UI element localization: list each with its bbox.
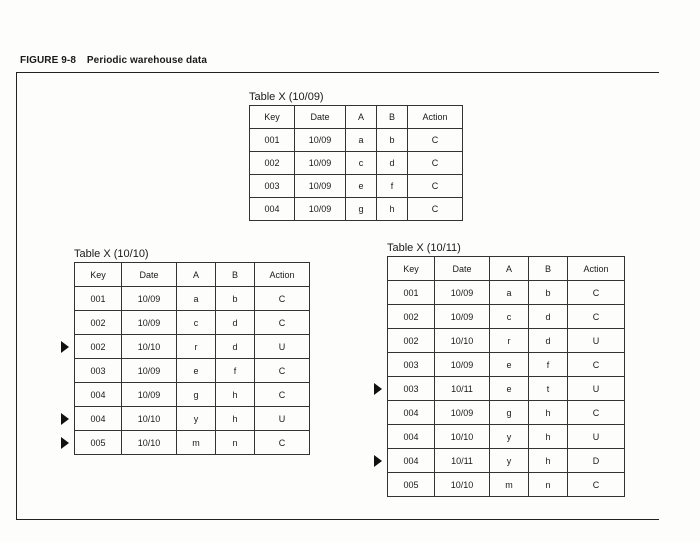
header-row xyxy=(250,106,463,129)
table-row xyxy=(388,473,625,497)
cell-key: 001 xyxy=(250,129,295,152)
cell-b: f xyxy=(529,353,568,377)
table-x-1009 xyxy=(249,91,463,221)
cell-date: 10/09 xyxy=(122,383,177,407)
cell-date: 10/09 xyxy=(122,359,177,383)
cell-date: 10/10 xyxy=(435,425,490,449)
cell-b: f xyxy=(216,359,255,383)
column-header-date: Date xyxy=(435,257,490,281)
cell-action: U xyxy=(568,329,625,353)
cell-key: 004 xyxy=(75,383,122,407)
cell-b: h xyxy=(529,449,568,473)
cell-a: g xyxy=(490,401,529,425)
column-header-key: Key xyxy=(250,106,295,129)
cell-key: 005 xyxy=(388,473,435,497)
cell-b: b xyxy=(377,129,408,152)
cell-key: 004 xyxy=(388,449,435,473)
cell-date: 10/09 xyxy=(295,152,346,175)
table-x-1010 xyxy=(74,248,310,455)
header-row xyxy=(75,263,310,287)
cell-date: 10/09 xyxy=(435,281,490,305)
cell-b: h xyxy=(216,383,255,407)
cell-b: t xyxy=(529,377,568,401)
cell-date: 10/11 xyxy=(435,377,490,401)
cell-date: 10/09 xyxy=(295,129,346,152)
cell-b: b xyxy=(529,281,568,305)
cell-key: 002 xyxy=(250,152,295,175)
cell-b: d xyxy=(216,335,255,359)
row-marker-arrow-icon xyxy=(61,437,69,449)
cell-b: h xyxy=(529,425,568,449)
cell-a: y xyxy=(490,449,529,473)
cell-a: y xyxy=(177,407,216,431)
cell-date: 10/09 xyxy=(435,401,490,425)
cell-key: 003 xyxy=(388,353,435,377)
table-row xyxy=(388,425,625,449)
cell-b: d xyxy=(529,305,568,329)
table-row xyxy=(75,407,310,431)
cell-action: C xyxy=(568,305,625,329)
table-row xyxy=(75,287,310,311)
cell-date: 10/09 xyxy=(295,198,346,221)
cell-date: 10/10 xyxy=(122,431,177,455)
table-title: Table X (10/11) xyxy=(387,242,461,254)
data-table xyxy=(249,105,463,221)
cell-a: m xyxy=(490,473,529,497)
table-row xyxy=(75,311,310,335)
cell-date: 10/10 xyxy=(122,407,177,431)
cell-action: C xyxy=(255,287,310,311)
cell-b: h xyxy=(377,198,408,221)
column-header-a: A xyxy=(177,263,216,287)
cell-key: 002 xyxy=(388,305,435,329)
cell-action: C xyxy=(568,401,625,425)
cell-date: 10/09 xyxy=(122,287,177,311)
table-title: Table X (10/09) xyxy=(249,91,324,103)
column-header-a: A xyxy=(490,257,529,281)
data-table xyxy=(74,262,310,455)
cell-date: 10/10 xyxy=(435,329,490,353)
cell-key: 002 xyxy=(75,335,122,359)
cell-action: U xyxy=(255,335,310,359)
table-title: Table X (10/10) xyxy=(74,248,149,260)
cell-date: 10/10 xyxy=(122,335,177,359)
column-header-date: Date xyxy=(295,106,346,129)
row-marker-arrow-icon xyxy=(61,341,69,353)
cell-a: e xyxy=(490,377,529,401)
cell-key: 002 xyxy=(75,311,122,335)
cell-a: a xyxy=(490,281,529,305)
cell-b: h xyxy=(529,401,568,425)
column-header-b: B xyxy=(529,257,568,281)
column-header-action: Action xyxy=(408,106,463,129)
table-row xyxy=(388,353,625,377)
cell-action: U xyxy=(568,425,625,449)
table-row xyxy=(75,335,310,359)
row-marker-arrow-icon xyxy=(374,455,382,467)
table-row xyxy=(388,377,625,401)
figure-title: Periodic warehouse data xyxy=(86,55,208,66)
cell-a: a xyxy=(346,129,377,152)
cell-action: C xyxy=(568,281,625,305)
table-row xyxy=(388,401,625,425)
table-row xyxy=(388,281,625,305)
cell-action: C xyxy=(408,129,463,152)
cell-key: 002 xyxy=(388,329,435,353)
cell-action: D xyxy=(568,449,625,473)
cell-date: 10/09 xyxy=(435,305,490,329)
column-header-date: Date xyxy=(122,263,177,287)
cell-date: 10/09 xyxy=(435,353,490,377)
cell-key: 004 xyxy=(75,407,122,431)
cell-key: 004 xyxy=(388,401,435,425)
cell-b: n xyxy=(529,473,568,497)
cell-a: a xyxy=(177,287,216,311)
cell-b: d xyxy=(216,311,255,335)
column-header-key: Key xyxy=(388,257,435,281)
table-row xyxy=(75,383,310,407)
column-header-key: Key xyxy=(75,263,122,287)
cell-action: C xyxy=(255,359,310,383)
cell-action: C xyxy=(255,311,310,335)
cell-key: 004 xyxy=(388,425,435,449)
cell-a: c xyxy=(177,311,216,335)
cell-action: U xyxy=(568,377,625,401)
row-marker-arrow-icon xyxy=(374,383,382,395)
column-header-b: B xyxy=(377,106,408,129)
cell-date: 10/11 xyxy=(435,449,490,473)
table-row xyxy=(250,198,463,221)
cell-date: 10/09 xyxy=(295,175,346,198)
cell-key: 005 xyxy=(75,431,122,455)
cell-key: 003 xyxy=(75,359,122,383)
cell-key: 004 xyxy=(250,198,295,221)
cell-a: e xyxy=(490,353,529,377)
cell-b: b xyxy=(216,287,255,311)
column-header-action: Action xyxy=(255,263,310,287)
cell-key: 001 xyxy=(388,281,435,305)
table-x-1011 xyxy=(387,242,625,497)
data-table xyxy=(387,256,625,497)
row-marker-arrow-icon xyxy=(61,413,69,425)
cell-a: e xyxy=(177,359,216,383)
table-row xyxy=(75,359,310,383)
cell-a: m xyxy=(177,431,216,455)
cell-a: g xyxy=(346,198,377,221)
cell-b: d xyxy=(529,329,568,353)
cell-b: n xyxy=(216,431,255,455)
cell-action: C xyxy=(568,353,625,377)
table-row xyxy=(388,329,625,353)
cell-a: e xyxy=(346,175,377,198)
cell-key: 003 xyxy=(388,377,435,401)
cell-b: f xyxy=(377,175,408,198)
cell-a: r xyxy=(177,335,216,359)
header-row xyxy=(388,257,625,281)
table-row xyxy=(250,175,463,198)
cell-action: C xyxy=(408,152,463,175)
cell-a: g xyxy=(177,383,216,407)
table-row xyxy=(388,305,625,329)
table-row xyxy=(75,431,310,455)
cell-action: U xyxy=(255,407,310,431)
cell-key: 003 xyxy=(250,175,295,198)
cell-date: 10/10 xyxy=(435,473,490,497)
figure-number: FIGURE 9-8 xyxy=(20,55,77,66)
cell-a: y xyxy=(490,425,529,449)
cell-action: C xyxy=(408,175,463,198)
cell-b: h xyxy=(216,407,255,431)
table-row xyxy=(388,449,625,473)
figure-caption xyxy=(20,55,207,66)
cell-action: C xyxy=(408,198,463,221)
cell-date: 10/09 xyxy=(122,311,177,335)
cell-action: C xyxy=(568,473,625,497)
cell-a: c xyxy=(490,305,529,329)
column-header-action: Action xyxy=(568,257,625,281)
table-row xyxy=(250,129,463,152)
cell-action: C xyxy=(255,383,310,407)
cell-action: C xyxy=(255,431,310,455)
cell-a: c xyxy=(346,152,377,175)
cell-key: 001 xyxy=(75,287,122,311)
cell-b: d xyxy=(377,152,408,175)
column-header-a: A xyxy=(346,106,377,129)
cell-a: r xyxy=(490,329,529,353)
column-header-b: B xyxy=(216,263,255,287)
table-row xyxy=(250,152,463,175)
